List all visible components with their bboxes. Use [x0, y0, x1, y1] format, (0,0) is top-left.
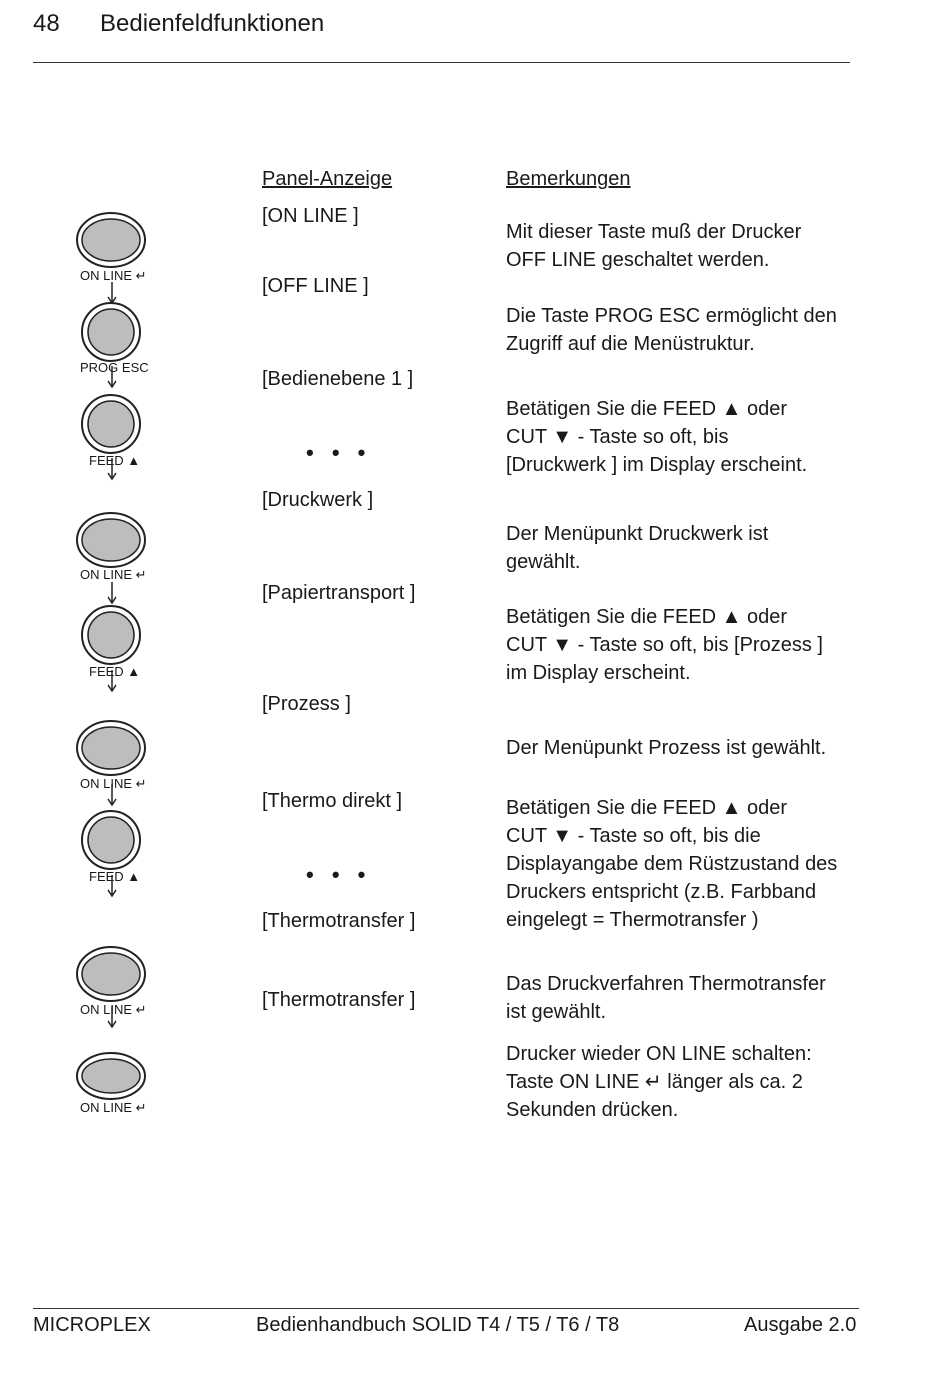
footer-manual-title: Bedienhandbuch SOLID T4 / T5 / T6 / T8 — [256, 1314, 620, 1336]
remark: Der Menüpunkt Prozess ist gewählt. — [506, 737, 827, 759]
page-number: 48 — [33, 10, 60, 37]
button-label: ON LINE ↵ — [80, 567, 147, 582]
footer-edition: Ausgabe 2.0 — [744, 1314, 857, 1336]
panel-entry: [Papiertransport ] — [262, 582, 416, 604]
remark: Drucker wieder ON LINE schalten: Taste ON LINE ↵ länger als ca. 2 Sekunden drücken. — [506, 1043, 812, 1121]
remark: Das Druckverfahren Thermotransfer ist gewählt. — [506, 973, 826, 1023]
down-arrow-icon — [107, 458, 117, 484]
remark: Betätigen Sie die FEED ▲ oder CUT ▼ - Taste so oft, bis [Prozess ] im Display erscheint. — [506, 606, 823, 684]
panel-entry: [Druckwerk ] — [262, 489, 374, 511]
ellipsis: • • • — [306, 440, 372, 465]
down-arrow-icon — [107, 582, 117, 608]
key-button-icon — [72, 512, 152, 572]
key-button-icon — [76, 811, 146, 871]
ellipsis: • • • — [306, 862, 372, 887]
remark: Betätigen Sie die FEED ▲ oder CUT ▼ - Taste so oft, bis die Displayangabe dem Rüstzustand des Druckers entspricht (z.B. Farbband eingelegt = Thermotransfer ) — [506, 797, 838, 931]
down-arrow-icon — [107, 784, 117, 810]
button-label: ON LINE ↵ — [80, 1002, 147, 1017]
panel-column-heading: Panel-Anzeige — [262, 168, 393, 190]
remark: Betätigen Sie die FEED ▲ oder CUT ▼ - Taste so oft, bis [Druckwerk ] im Display erscheint. — [506, 398, 808, 476]
key-button-icon — [72, 946, 152, 1006]
key-button-icon — [72, 720, 152, 780]
button-label: PROG ESC — [80, 360, 149, 375]
key-button-icon — [76, 395, 146, 455]
key-button-icon — [72, 212, 152, 272]
panel-entry: [Thermo direkt ] — [262, 790, 403, 812]
panel-entry: [Prozess ] — [262, 693, 351, 715]
key-button-icon — [76, 303, 146, 363]
remark: Der Menüpunkt Druckwerk ist gewählt. — [506, 523, 769, 573]
panel-entry: [Bedienebene 1 ] — [262, 368, 414, 390]
page-title: Bedienfeldfunktionen — [100, 10, 325, 37]
key-button-icon — [76, 606, 146, 666]
down-arrow-icon — [107, 366, 117, 392]
button-label: FEED ▲ — [89, 869, 141, 884]
down-arrow-icon — [107, 670, 117, 696]
header-rule — [33, 62, 850, 63]
remarks-column-heading: Bemerkungen — [506, 168, 631, 190]
key-button-icon — [72, 1052, 152, 1102]
remark: Mit dieser Taste muß der Drucker OFF LINE geschaltet werden. — [506, 221, 802, 271]
down-arrow-icon — [107, 875, 117, 901]
down-arrow-icon — [107, 1006, 117, 1032]
panel-entry: [ON LINE ] — [262, 205, 359, 227]
footer-rule — [33, 1308, 859, 1309]
button-label: ON LINE ↵ — [80, 1100, 147, 1115]
button-label: FEED ▲ — [89, 453, 141, 468]
panel-entry: [OFF LINE ] — [262, 275, 369, 297]
remark: Die Taste PROG ESC ermöglicht den Zugriff auf die Menüstruktur. — [506, 305, 837, 355]
footer-brand: MICROPLEX — [33, 1314, 151, 1336]
panel-entry: [Thermotransfer ] — [262, 989, 416, 1011]
panel-entry: [Thermotransfer ] — [262, 910, 416, 932]
button-label: ON LINE ↵ — [80, 268, 147, 283]
button-label: ON LINE ↵ — [80, 776, 147, 791]
button-label: FEED ▲ — [89, 664, 141, 679]
